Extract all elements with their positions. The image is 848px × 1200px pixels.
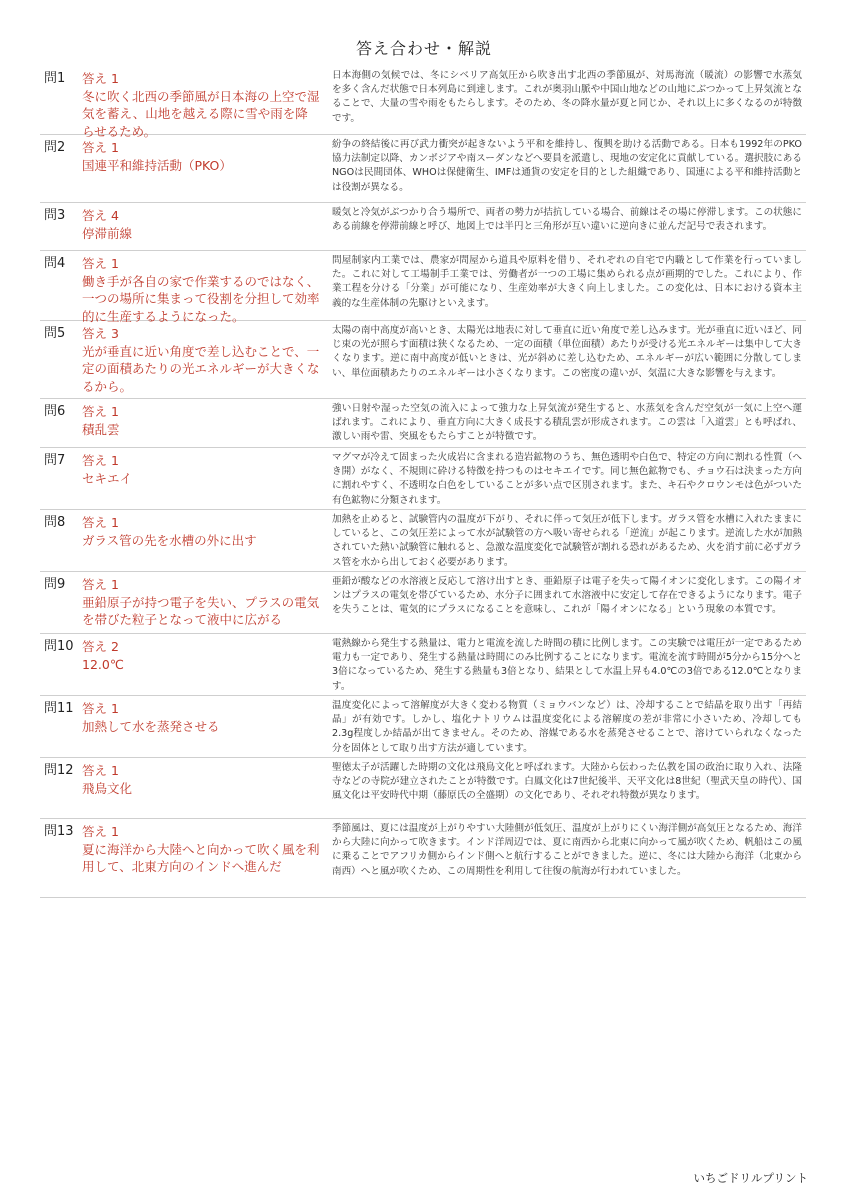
answer-text: 冬に吹く北西の季節風が日本海の上空で湿気を蓄え、山地を越える際に雪や雨を降らせるため。 — [82, 88, 320, 139]
answer-row — [40, 321, 806, 399]
answer-choice: 答え 1 — [82, 140, 119, 155]
answer-cell — [80, 510, 326, 571]
answer-text: 停滞前線 — [82, 225, 133, 241]
question-number: 問10 — [44, 639, 74, 654]
question-number: 問7 — [44, 453, 66, 468]
answer-row — [40, 66, 806, 139]
answer-choice: 答え 1 — [82, 453, 119, 468]
answer-row — [40, 203, 806, 251]
answer-table — [40, 66, 806, 898]
answer-row — [40, 696, 806, 758]
question-number: 問11 — [44, 701, 74, 716]
answer-row — [40, 448, 806, 510]
answer-cell — [80, 448, 326, 509]
answer-row — [40, 399, 806, 448]
answer-choice: 答え 2 — [82, 639, 119, 654]
answer-choice: 答え 1 — [82, 404, 119, 419]
answer-row — [40, 634, 806, 696]
explanation-text: 問屋制家内工業では、農家が問屋から道具や原料を借り、それぞれの自宅で内職として作業を行っていました。これに対して工場制手工業では、労働者が一つの工場に集められる点が画期的でした。これにより、作業工程を分ける「分業」が可能になり、生産効率が大きく向上しました。この変化は、日本における資本主義的な生産体制の先駆けといえます。 — [332, 255, 802, 309]
explanation-text: 強い日射や湿った空気の流入によって強力な上昇気流が発生すると、水蒸気を含んだ空気が一気に上空へ運ばれます。これにより、垂直方向に大きく成長する積乱雲が形成されます。この雲は「入道雲」とも呼ばれ、激しい雨や雷、突風をもたらすことが特徴です。 — [332, 403, 802, 443]
answer-text: 12.0℃ — [82, 656, 124, 672]
question-number: 問13 — [44, 824, 74, 839]
answer-cell — [80, 321, 326, 398]
answer-cell — [80, 251, 326, 324]
explanation-text: 亜鉛が酸などの水溶液と反応して溶け出すとき、亜鉛原子は電子を失って陽イオンに変化します。この陽イオンはプラスの電気を帯びているため、水分子に囲まれて水溶液中に安定して存在できるようになります。電子を失うことは、電気的にプラスになることを意味し、これが「陽イオンになる」という現象の本質です。 — [332, 576, 802, 616]
answer-cell — [80, 634, 326, 695]
answer-row — [40, 572, 806, 634]
explanation-text: 温度変化によって溶解度が大きく変わる物質（ミョウバンなど）は、冷却することで結晶を取り出す「再結晶」が有効です。しかし、塩化ナトリウムは温度変化による溶解度の差が非常に小さいため、冷却しても2.3g程度しか結晶が出てきません。そのため、溶媒である水を蒸発させることで、溶けていられなくなった分を固体として取り出す方法が適しています。 — [332, 700, 802, 754]
answer-text: セキエイ — [82, 470, 133, 486]
explanation-text: マグマが冷えて固まった火成岩に含まれる造岩鉱物のうち、無色透明や白色で、特定の方向に割れる性質（へき開）がなく、不規則に砕ける特徴を持つものはセキエイです。同じ無色鉱物でも、チョウ石は決まった方向に割れやすく、不透明な白色をしていることが多い点で区別されます。また、キ石やクロウンモは色がついた有色鉱物に分類されます。 — [332, 452, 802, 506]
answer-cell — [80, 203, 326, 250]
question-number: 問5 — [44, 326, 66, 341]
explanation-text: 暖気と冷気がぶつかり合う場所で、両者の勢力が拮抗している場合、前線はその場に停滞します。この状態にある前線を停滞前線と呼び、地図上では半円と三角形が互い違いに逆向きに並んだ記号で表されます。 — [332, 207, 802, 233]
answer-text: 飛鳥文化 — [82, 780, 133, 796]
explanation-text: 太陽の南中高度が高いとき、太陽光は地表に対して垂直に近い角度で差し込みます。光が垂直に近いほど、同じ束の光が照らす面積は狭くなるため、一定の面積（単位面積）あたりが受ける光エネルギーは集中して大きくなります。逆に南中高度が低いときは、光が斜めに差し込むため、エネルギーが広い範囲に分散してしまい、単位面積あたりのエネルギーは小さくなります。この密度の違いが、気温に大きな影響を与えます。 — [332, 325, 802, 379]
answer-text: 亜鉛原子が持つ電子を失い、プラスの電気を帯びた粒子となって液中に広がる — [82, 594, 320, 627]
answer-text: 光が垂直に近い角度で差し込むことで、一定の面積あたりの光エネルギーが大きくなるから。 — [82, 343, 320, 394]
answer-text: ガラス管の先を水槽の外に出す — [82, 532, 257, 548]
answer-text: 夏に海洋から大陸へと向かって吹く風を利用して、北東方向のインドへ進んだ — [82, 841, 320, 874]
footer-brand: いちごドリルプリント — [693, 1171, 808, 1185]
answer-choice: 答え 3 — [82, 326, 119, 341]
explanation-text: 聖徳太子が活躍した時期の文化は飛鳥文化と呼ばれます。大陸から伝わった仏教を国の政治に取り入れ、法隆寺などの寺院が建立されたことが特徴です。白鳳文化は7世紀後半、天平文化は8世紀（聖武天皇の時代）、国風文化は平安時代中期（藤原氏の全盛期）の文化であり、それぞれ特徴が異なります。 — [332, 762, 802, 802]
question-number: 問2 — [44, 140, 66, 155]
answer-text: 働き手が各自の家で作業するのではなく、一つの場所に集まって役割を分担して効率的に生産するようになった。 — [82, 273, 320, 324]
answer-choice: 答え 4 — [82, 208, 119, 223]
page-title: 答え合わせ・解説 — [355, 39, 492, 58]
explanation-text: 電熱線から発生する熱量は、電力と電流を流した時間の積に比例します。この実験では電圧が一定であるため電力も一定であり、発生する熱量は時間にのみ比例することになります。電流を流す時間が5分から15分へと3倍になっているため、発生する熱量も3倍となり、結果として水温上昇も4.0℃の3倍である12.0℃となります。 — [332, 638, 802, 692]
answer-choice: 答え 1 — [82, 701, 119, 716]
answer-row — [40, 819, 806, 898]
question-number: 問8 — [44, 515, 66, 530]
question-number: 問6 — [44, 404, 66, 419]
answer-choice: 答え 1 — [82, 577, 119, 592]
answer-text: 国連平和維持活動（PKO） — [82, 157, 232, 173]
answer-choice: 答え 1 — [82, 71, 119, 86]
explanation-text: 季節風は、夏には温度が上がりやすい大陸側が低気圧、温度が上がりにくい海洋側が高気圧となるため、海洋から大陸に向かって吹きます。インド洋周辺では、夏に南西から北東に向かって風が吹くため、帆船はこの風に乗ることでアフリカ側からインド側へと航行することができました。逆に、冬には大陸から海洋（北東から南西）へと風が吹くため、この周期性を利用して往復の航海が行われていました。 — [332, 823, 802, 877]
question-number: 問4 — [44, 256, 66, 271]
answer-cell — [80, 399, 326, 447]
question-number: 問9 — [44, 577, 66, 592]
answer-text: 加熱して水を蒸発させる — [82, 718, 220, 734]
question-number: 問1 — [44, 71, 66, 86]
answer-choice: 答え 1 — [82, 824, 119, 839]
answer-choice: 答え 1 — [82, 256, 119, 271]
answer-cell — [80, 696, 326, 757]
answer-row — [40, 758, 806, 819]
explanation-text: 日本海側の気候では、冬にシベリア高気圧から吹き出す北西の季節風が、対馬海流（暖流）の影響で水蒸気を多く含んだ状態で日本列島に到達します。これが奥羽山脈や中国山地などの山地にぶつかって上昇気流となることで、大量の雪や雨をもたらします。そのため、冬の降水量が夏と同じか、それ以上に多くなるのが特徴です。 — [332, 70, 802, 124]
answer-choice: 答え 1 — [82, 763, 119, 778]
answer-text: 積乱雲 — [82, 421, 120, 437]
question-number: 問3 — [44, 208, 66, 223]
answer-row — [40, 510, 806, 572]
answer-cell — [80, 819, 326, 897]
answer-cell — [80, 572, 326, 633]
answer-row — [40, 135, 806, 203]
answer-cell — [80, 758, 326, 818]
explanation-text: 紛争の終結後に再び武力衝突が起きないよう平和を維持し、復興を助ける活動である。日本も1992年のPKO協力法制定以降、カンボジアや南スーダンなどへ要員を派遣し、現地の安定化に貢献している。選択肢にあるNGOは民間団体、WHOは保健衛生、IMFは通貨の安定を目的とした組織であり、国連による平和維持活動とは役割が異なる。 — [332, 139, 802, 193]
answer-row — [40, 251, 806, 324]
answer-choice: 答え 1 — [82, 515, 119, 530]
answer-cell — [80, 135, 326, 202]
explanation-text: 加熱を止めると、試験管内の温度が下がり、それに伴って気圧が低下します。ガラス管を水槽に入れたままにしていると、この気圧差によって水が試験管の方へ吸い寄せられる「逆流」が起こります。逆流した水が加熱されていた熱い試験管に触れると、急激な温度変化で試験管が割れる恐れがあるため、火を消す前に必ずガラス管を水から出しておく必要があります。 — [332, 514, 802, 568]
answer-cell — [80, 66, 326, 139]
question-number: 問12 — [44, 763, 74, 778]
